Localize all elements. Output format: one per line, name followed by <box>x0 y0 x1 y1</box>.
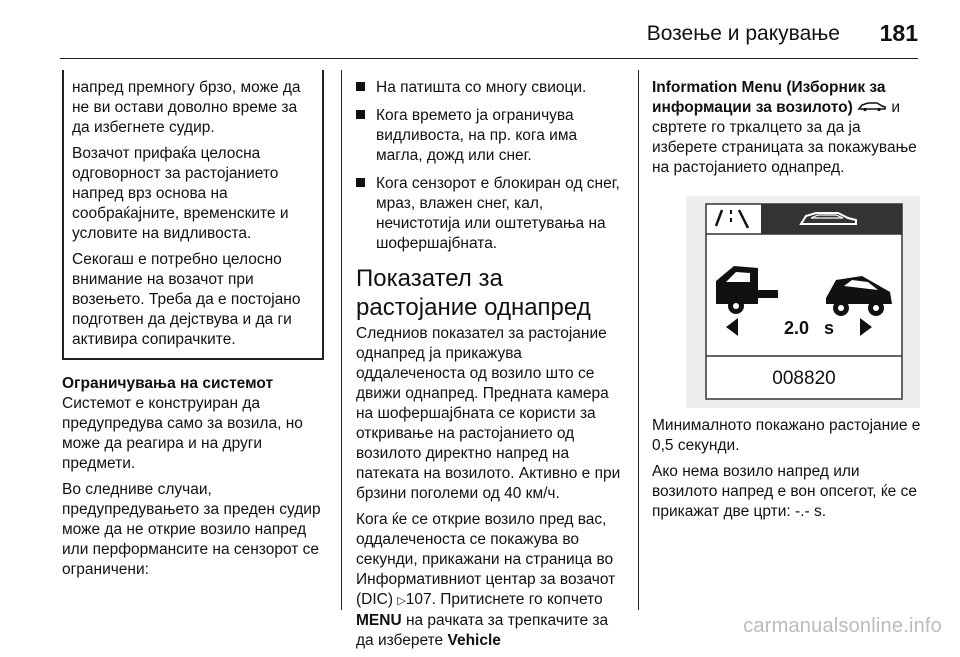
odometer: 008820 <box>772 368 836 389</box>
column-divider <box>638 70 639 610</box>
body-paragraph: Во следниве случаи, предупредувањето за преден судир може да не открие возило напред или перформансите на сензорот се ограничени: <box>62 481 321 578</box>
body-paragraph: Ако нема возило напред или возилото напред е вон опсегот, ќе се прикажат две црти: -.- s. <box>652 463 917 520</box>
section-heading: Ограничувања на системот <box>62 375 274 392</box>
body-paragraph: Минималното покажано растојание е 0,5 секунди. <box>652 417 921 454</box>
body-paragraph: Information Menu (Изборник за информации за возилото) и свртете го тркалцето за да ја изберете страницата за покажување на растојанието однапред. <box>652 79 917 177</box>
list-item: Кога времето ја ограничува видливоста, на пр. кога има магла, дожд или снег. <box>356 106 624 166</box>
warning-paragraph: Возачот прифаќа целосна одговорност за растојанието напред врз основа на сообраќајните, временските и условите на видливоста. <box>72 145 289 242</box>
warning-paragraph: напред премногу брзо, може да не ви остави доволно време за да избегнете судир. <box>72 79 301 136</box>
section-title: Показател за растојание однапред <box>356 265 591 321</box>
warning-box <box>62 70 324 360</box>
header-title: Возење и ракување <box>646 22 840 45</box>
body-paragraph: Следниов показател за растојание однапред ја прикажува оддалеченоста од возило што се движи однапред. Предната камера на шофершајбната се користи за откривање на растојанието од возилото директно напред на патеката на возилото. Активно е при брзини поголеми од 40 км/ч. <box>356 325 621 502</box>
distance-unit: s <box>824 318 835 338</box>
page-ref[interactable]: 107 <box>405 591 432 608</box>
bullet-list <box>356 78 624 254</box>
bullet-icon <box>356 178 365 187</box>
bullet-icon <box>356 82 365 91</box>
watermark: carmanualsonline.info <box>743 615 942 637</box>
menu-button-name: MENU <box>356 612 402 629</box>
tab-highlight <box>761 204 902 234</box>
page-ref-icon: ▷ <box>397 595 406 607</box>
list-item: На патишта со многу свиоци. <box>356 78 624 98</box>
page-number: 181 <box>879 20 918 46</box>
list-item: Кога сензорот е блокиран од снег, мраз, влажен снег, кал, нечистотија или оштетувања на шофершајбната. <box>356 174 624 254</box>
warning-paragraph: Секогаш е потребно целосно внимание на возачот при возењето. Треба да е постојано подготвен да дејствува и да ги активира сопирачките. <box>72 251 301 348</box>
bullet-icon <box>356 110 365 119</box>
column-3-lower <box>652 416 924 528</box>
column-3 <box>652 78 922 184</box>
vehicle-info-icon <box>857 98 887 118</box>
header-rule <box>60 58 918 59</box>
menu-name: Information Menu (Изборник за информации за возилото) <box>652 79 886 117</box>
column-1 <box>62 70 324 586</box>
column-2 <box>356 78 624 657</box>
body-paragraph: Системот е конструиран да предупредува само за возила, но може да реагира и на други предмети. <box>62 395 303 472</box>
distance-value: 2.0 <box>784 318 810 338</box>
column-divider <box>341 70 342 610</box>
body-paragraph: Кога ќе се открие возило пред вас, оддалеченоста се покажува во секунди, прикажани на страница во Информативниот центар за возачот (DIC) ▷107. Притиснете го копчето MENU на рачката за трепкачите за да изберете Vehicle <box>356 511 616 649</box>
dic-display <box>686 196 920 408</box>
vehicle-term: Vehicle <box>447 632 501 649</box>
